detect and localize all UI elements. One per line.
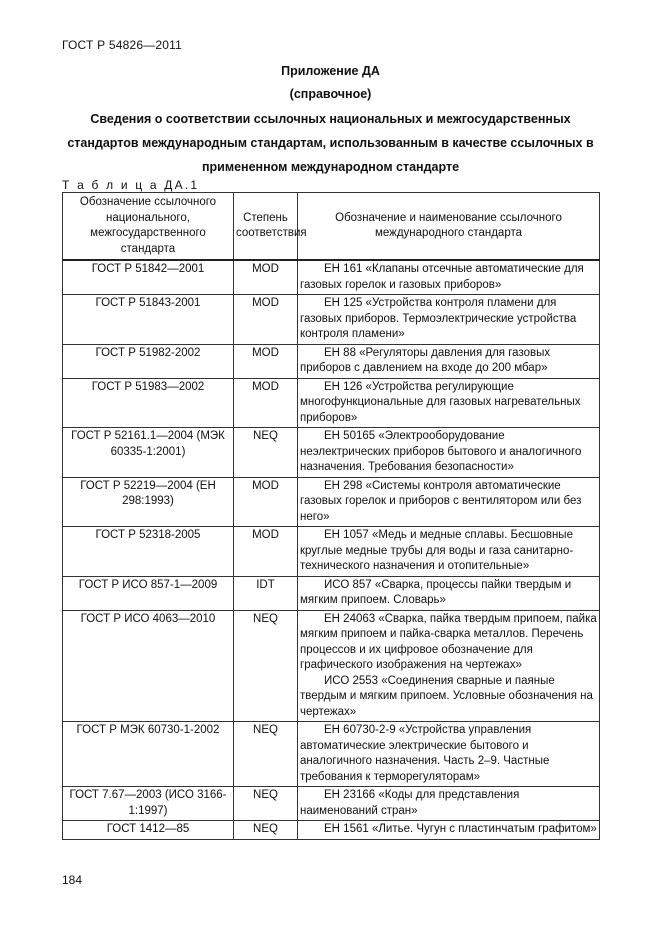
correspondence-table <box>62 192 600 840</box>
table-row <box>63 527 600 577</box>
national-standard-cell: ГОСТ Р 52318-2005 <box>63 527 234 577</box>
national-standard-cell: ГОСТ Р 51843-2001 <box>63 295 234 345</box>
reference-text: ЕН 1057 «Медь и медные сплавы. Бесшовные круглые медные трубы для воды и газа санитарно-технического назначения и отопительные» <box>300 529 574 572</box>
table-row <box>63 787 600 821</box>
table-row <box>63 295 600 345</box>
national-standard-cell: ГОСТ Р 51842—2001 <box>63 260 234 295</box>
international-standard-cell <box>298 527 600 577</box>
degree-cell: NEQ <box>234 428 298 478</box>
table-row <box>63 610 600 722</box>
annex-description: Сведения о соответствии ссылочных национальных и межгосударственных стандартов международным стандартам, использованным в качестве ссылочных в примененном международном стандарте <box>67 112 594 174</box>
table-row <box>63 722 600 787</box>
degree-cell: NEQ <box>234 610 298 722</box>
international-standard-cell <box>298 477 600 527</box>
column-header-degree: Степень соответствия <box>234 193 298 261</box>
reference-text: ЕН 60730-2-9 «Устройства управления автоматические электрические бытового и аналогичного назначения. Часть 2–9. Частные требования к терморегуляторам» <box>300 724 550 783</box>
table-row <box>63 260 600 295</box>
international-standard-cell <box>298 821 600 840</box>
international-standard-cell <box>298 722 600 787</box>
international-standard-cell <box>298 260 600 295</box>
table-row <box>63 821 600 840</box>
international-standard-cell <box>298 610 600 722</box>
degree-cell: MOD <box>234 527 298 577</box>
international-standard-cell <box>298 576 600 610</box>
annex-subtitle: (справочное) <box>289 87 372 101</box>
degree-cell: MOD <box>234 378 298 428</box>
national-standard-cell: ГОСТ Р МЭК 60730-1-2002 <box>63 722 234 787</box>
degree-cell: NEQ <box>234 722 298 787</box>
reference-text: ЕН 126 «Устройства регулирующие многофункциональные для газовых нагревательных приборов» <box>300 380 581 424</box>
degree-cell: NEQ <box>234 821 298 840</box>
page-number: 184 <box>62 873 83 887</box>
degree-cell: MOD <box>234 295 298 345</box>
document-header: ГОСТ Р 54826—2011 <box>62 38 183 52</box>
reference-text: ЕН 298 «Системы контроля автоматические газовых горелок и приборов с вентилятором или без него» <box>300 479 582 523</box>
national-standard-cell: ГОСТ 7.67—2003 (ИСО 3166-1:1997) <box>63 787 234 821</box>
degree-cell: MOD <box>234 344 298 378</box>
reference-text: ИСО 857 «Сварка, процессы пайки твердым и мягким припоем. Словарь» <box>300 578 572 606</box>
international-standard-cell <box>298 787 600 821</box>
international-standard-cell <box>298 344 600 378</box>
international-standard-cell <box>298 428 600 478</box>
table-row <box>63 344 600 378</box>
reference-text: ЕН 88 «Регуляторы давления для газовых приборов с давлением на входе до 200 мбар» <box>300 346 551 374</box>
international-standard-cell <box>298 295 600 345</box>
table-header-row <box>63 193 600 261</box>
reference-text: ЕН 50165 «Электрооборудование неэлектрических приборов бытового и аналогичного назначения. Требования безопасности» <box>300 430 582 473</box>
national-standard-cell: ГОСТ Р 52219—2004 (ЕН 298:1993) <box>63 477 234 527</box>
national-standard-cell: ГОСТ Р ИСО 857-1—2009 <box>63 576 234 610</box>
table-body <box>63 260 600 839</box>
table-row <box>63 378 600 428</box>
reference-text: ЕН 1561 «Литье. Чугун с пластинчатым графитом» <box>324 823 597 835</box>
national-standard-cell: ГОСТ Р 51983—2002 <box>63 378 234 428</box>
reference-text: ЕН 125 «Устройства контроля пламени для газовых приборов. Термоэлектрические устройства контроля пламени» <box>300 297 577 340</box>
reference-text: ЕН 24063 «Сварка, пайка твердым припоем, пайка мягким припоем и пайка-сварка металлов. Перечень процессов и их цифровое обозначение для графического изображения на чертежах» <box>300 612 597 671</box>
column-header-international-standard: Обозначение и наименование ссылочного международного стандарта <box>298 193 600 261</box>
international-standard-cell <box>298 378 600 428</box>
degree-cell: MOD <box>234 477 298 527</box>
table-row <box>63 576 600 610</box>
table-row <box>63 428 600 478</box>
degree-cell: NEQ <box>234 787 298 821</box>
degree-cell: MOD <box>234 260 298 295</box>
table-row <box>63 477 600 527</box>
national-standard-cell: ГОСТ Р 51982-2002 <box>63 344 234 378</box>
reference-text: ЕН 23166 «Коды для представления наименований стран» <box>300 789 520 817</box>
column-header-national-standard: Обозначение ссылочного национального, межгосударственного стандарта <box>63 193 234 261</box>
national-standard-cell: ГОСТ Р ИСО 4063—2010 <box>63 610 234 722</box>
reference-text: ЕН 161 «Клапаны отсечные автоматические для газовых горелок и газовых приборов» <box>300 263 584 291</box>
reference-text: ИСО 2553 «Соединения сварные и паяные твердым и мягким припоем. Условные обозначения на чертежах» <box>300 674 593 718</box>
degree-cell: IDT <box>234 576 298 610</box>
table-caption: Т а б л и ц а ДА.1 <box>62 178 200 192</box>
national-standard-cell: ГОСТ 1412—85 <box>63 821 234 840</box>
national-standard-cell: ГОСТ Р 52161.1—2004 (МЭК 60335-1:2001) <box>63 428 234 478</box>
annex-title: Приложение ДА <box>281 64 380 78</box>
